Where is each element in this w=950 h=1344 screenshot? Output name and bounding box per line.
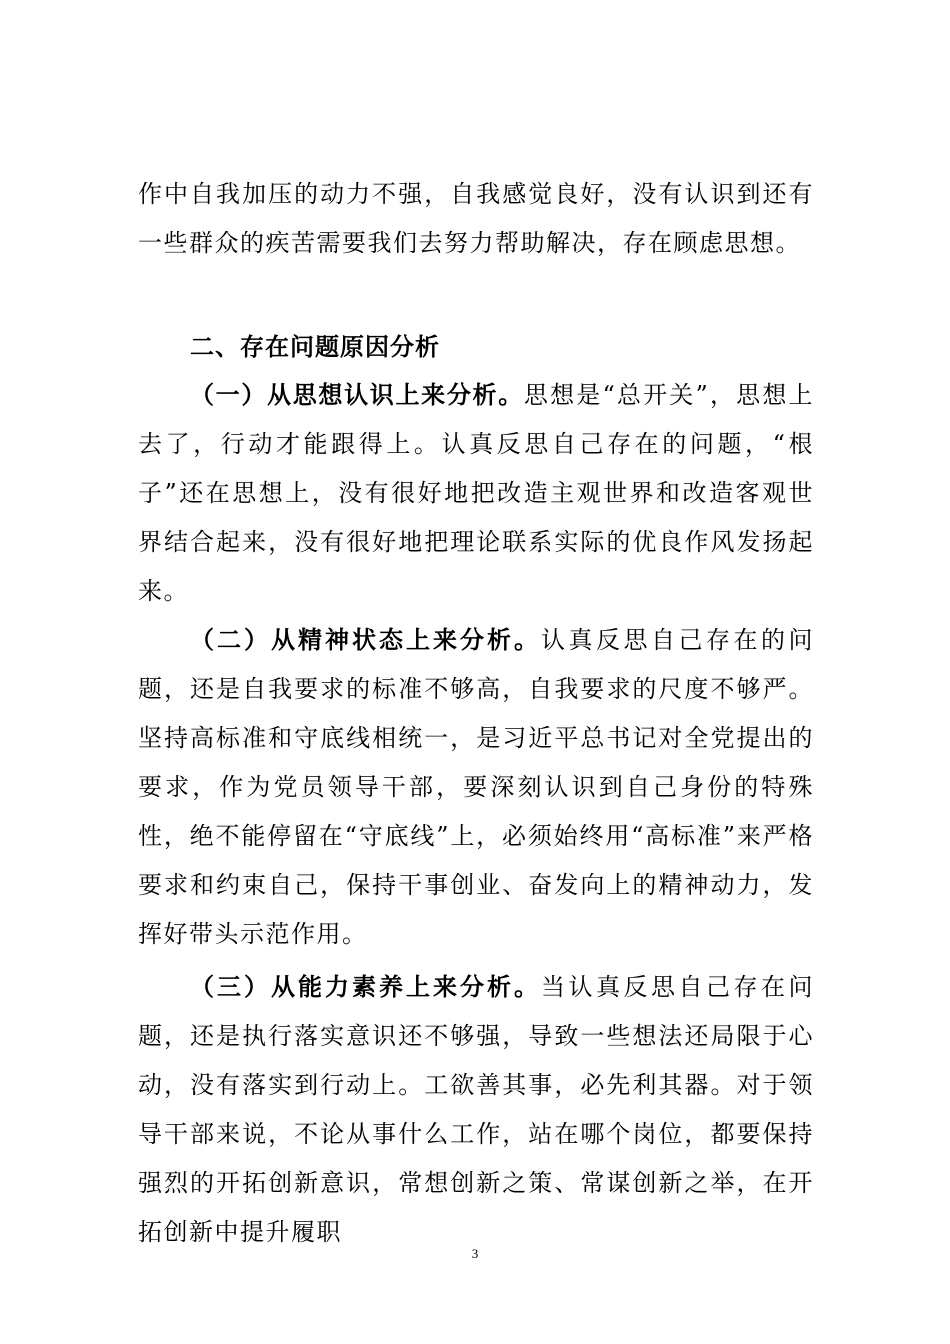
section-heading: 二、存在问题原因分析 [190,333,440,361]
intro-paragraph: 作中自我加压的动力不强，自我感觉良好，没有认识到还有一些群众的疾苦需要我们去努力帮助解决，存在顾虑思想。 [138,180,814,257]
analysis-section [138,323,814,1257]
subsection-title-3: （三）从能力素养上来分析。 [190,973,541,1001]
subsection-body-3: 当认真反思自己存在问题，还是执行落实意识还不够强，导致一些想法还局限于心动，没有落实到行动上。工欲善其事，必先利其器。对于领导干部来说，不论从事什么工作，站在哪个岗位，都要保持强烈的开拓创新意识，常想创新之策、常谋创新之举，在开拓创新中提升履职 [138,973,814,1246]
subsection-body-1: 思想是“总开关”，思想上去了，行动才能跟得上。认真反思自己存在的问题，“根子”还在思想上，没有很好地把改造主观世界和改造客观世界结合起来，没有很好地把理论联系实际的优良作风发扬起来。 [138,381,815,605]
subsection-paragraph-3 [138,963,814,1257]
intro-text-block [138,170,814,268]
page-number: 3 [471,1246,479,1261]
subsection-title-2: （二）从精神状态上来分析。 [190,626,541,654]
subsection-body-2: 认真反思自己存在的问题，还是自我要求的标准不够高，自我要求的尺度不够严。坚持高标准和守底线相统一，是习近平总书记对全党提出的要求，作为党员领导干部，要深刻认识到自己身份的特殊性，绝不能停留在“守底线”上，必须始终用“高标准”来严格要求和约束自己，保持干事创业、奋发向上的精神动力，发挥好带头示范作用。 [138,626,814,948]
subsection-title-1: （一）从思想认识上来分析。 [190,381,524,409]
subsection-paragraph-2 [138,616,814,959]
subsection-paragraph-1 [138,371,814,616]
